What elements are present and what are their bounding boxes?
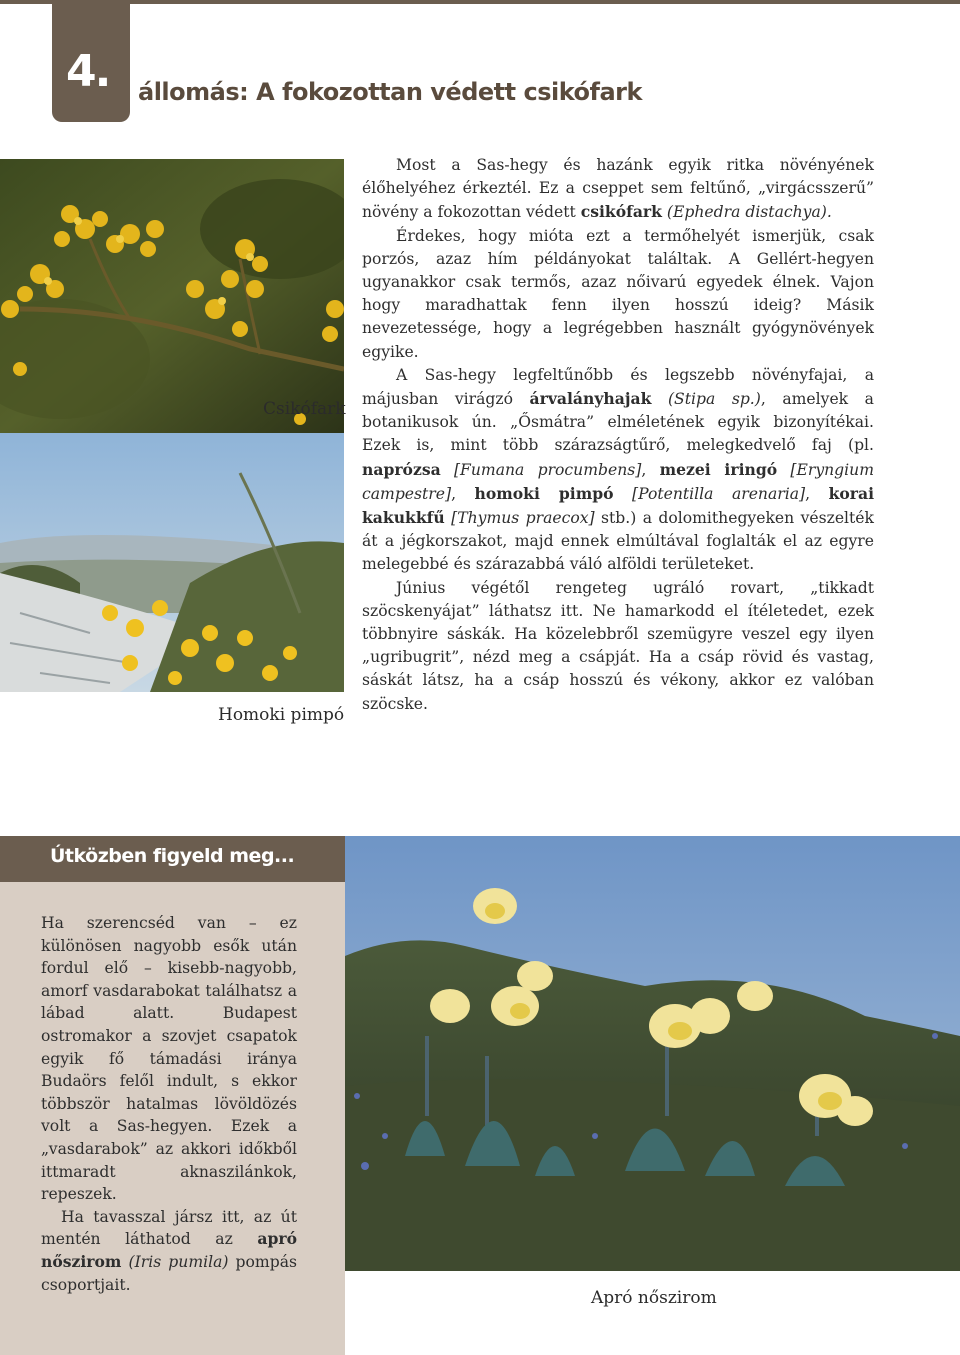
apro-noszirom-photo bbox=[345, 836, 960, 1271]
sidebar-heading: Útközben figyeld meg... bbox=[50, 845, 295, 867]
top-rule bbox=[0, 0, 960, 4]
caption-csikofark: Csikófark bbox=[263, 399, 346, 419]
sidebar-paragraph-2: Ha tavasszal jársz itt, az út mentén láthatod az apró nőszirom (Iris pumila) pompás csoportjait. bbox=[41, 1207, 297, 1294]
page-title: állomás: A fokozottan védett csikófark bbox=[138, 78, 642, 106]
station-number-tab bbox=[52, 0, 130, 122]
homoki-pimpo-photo bbox=[0, 433, 344, 692]
main-text bbox=[362, 154, 874, 716]
caption-homoki-pimpo: Homoki pimpó bbox=[218, 705, 345, 725]
paragraph-1: Most a Sas-hegy és hazánk egyik ritka növényének élőhelyéhez érkeztél. Ez a cseppet sem feltűnő, „virgácsszerű” növény a fokozottan védett csikófark (Ephedra distachya). bbox=[362, 156, 874, 222]
sidebar-text bbox=[41, 912, 297, 1296]
sidebar-heading-bar bbox=[0, 836, 345, 882]
caption-apro-noszirom: Apró nőszirom bbox=[591, 1288, 717, 1308]
station-number: 4. bbox=[66, 46, 110, 97]
paragraph-2: Érdekes, hogy mióta ezt a termőhelyét ismerjük, csak porzós, azaz hím példányokat találtak. A Gellért-hegyen ugyanakkor csak termős, azaz nőivarú egyedek élnek. Vajon hogy maradhattak fenn ilyen hosszú ideig? Másik nevezetessége, hogy a legrégebben használt gyógynövények egyike. bbox=[362, 226, 874, 361]
sidebar-paragraph-1: Ha szerencséd van – ez különösen nagyobb esők után fordul elő – kisebb-nagyobb, amorf vasdarabokat találhatsz a lábad alatt. Budapest ostromakor a szovjet csapatok egyik fő támadási iránya Budaörs felől indult, s ekkor többször hatalmas lövöldözés volt a Sas-hegyen. Ezek a „vasdarabok” az akkori időkből ittmaradt aknaszilánkok, repeszek. bbox=[41, 914, 297, 1204]
sidebar-box bbox=[0, 836, 345, 1355]
paragraph-3: A Sas-hegy legfeltűnőbb és legszebb növényfajai, a májusban virágzó árvalányhajak (Stipa sp.), amelyek a botanikusok ún. „Ősmátra” elméletének egyik bizonyítékai. Ezek is, mint több szárazságtűrő, melegkedvelő faj (pl. naprózsa [Fumana procumbens], mezei iringó [Eryngium campestre], homoki pimpó [Potentilla arenaria], korai kakukkfű [Thymus praecox] stb.) a dolomithegyeken vészelték át a jégkorszakot, majd ennek elmúltával foglalták el az egyre melegebbé és szárazabbá váló alföldi területeket. bbox=[362, 365, 875, 574]
csikofark-photo bbox=[0, 159, 344, 433]
paragraph-4: Június végétől rengeteg ugráló rovart, „tikkadt szöcskenyájat” láthatsz itt. Ne hamarkodd el ítéletedet, ezek többnyire sáskák. Ha közelebbről szemügyre veszel egy ilyen „ugribugrit”, nézd meg a csápját. Ha a csáp rövid és vastag, sáskát látsz, ha a csáp hosszú és vékony, akkor ez valóban szöcske. bbox=[362, 578, 874, 713]
